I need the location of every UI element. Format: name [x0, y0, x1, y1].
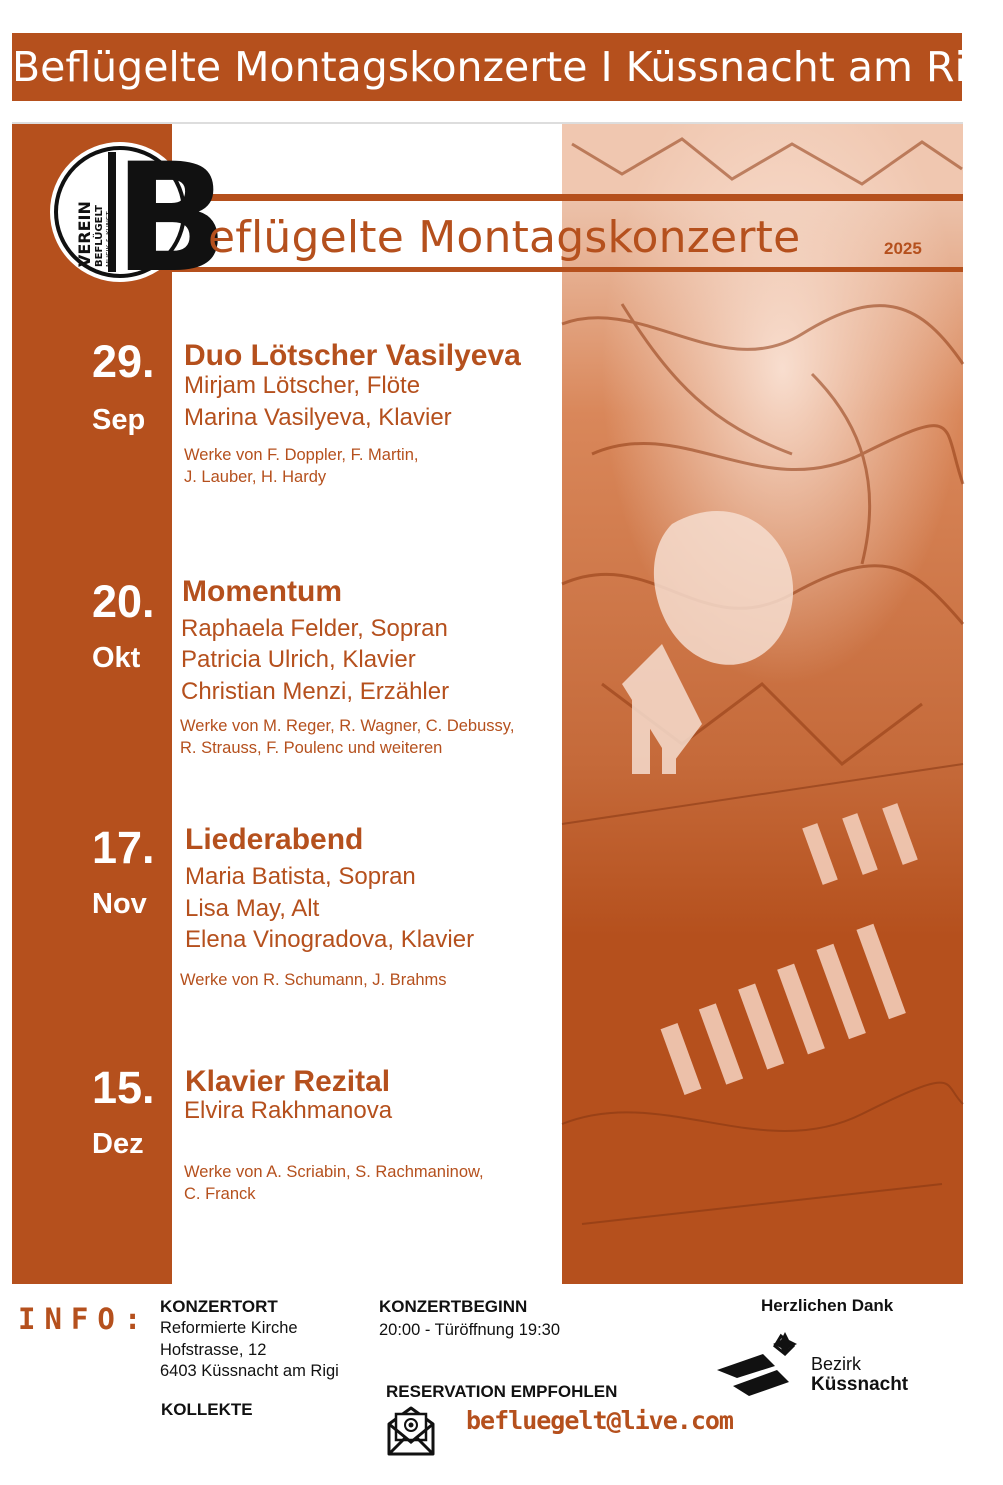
- start-heading: KONZERTBEGINN: [379, 1297, 528, 1316]
- event-2-title: Momentum: [182, 575, 342, 608]
- event-2-day: 20.: [92, 576, 155, 627]
- logo-line3: MUSIK & KUNST: [105, 211, 113, 267]
- event-4-day: 15.: [92, 1062, 155, 1113]
- event-4-title: Klavier Rezital: [185, 1065, 391, 1098]
- event-2-works-1: Werke von M. Reger, R. Wagner, C. Debussy,: [180, 717, 515, 735]
- event-3-month: Nov: [92, 888, 147, 920]
- top-banner: [12, 33, 1003, 101]
- venue-line-1: Reformierte Kirche: [160, 1319, 298, 1337]
- event-1-title: Duo Lötscher Vasilyeva: [184, 339, 521, 372]
- event-1-day: 29.: [92, 336, 155, 387]
- event-2-month: Okt: [92, 642, 141, 674]
- event-1-month: Sep: [92, 404, 146, 436]
- event-2-performer-3: Christian Menzi, Erzähler: [181, 678, 450, 705]
- event-1-works-2: J. Lauber, H. Hardy: [184, 468, 327, 486]
- venue-line-2: Hofstrasse, 12: [160, 1341, 267, 1359]
- bezirk-kuessnacht-logo: [715, 1330, 805, 1400]
- year: 2025: [884, 239, 922, 258]
- verein-logo: [50, 132, 229, 306]
- header-rule-top: [172, 194, 963, 201]
- event-3-performer-1: Maria Batista, Sopran: [185, 863, 416, 890]
- event-4-performer-1: Elvira Rakhmanova: [184, 1097, 393, 1124]
- event-2-performer-1: Raphaela Felder, Sopran: [181, 615, 448, 642]
- thanks-label: Herzlichen Dank: [761, 1296, 894, 1315]
- event-3-title: Liederabend: [185, 823, 364, 856]
- logo-letter: B: [114, 132, 229, 306]
- poster: [12, 122, 963, 1284]
- email-link[interactable]: befluegelt@live.com: [466, 1406, 733, 1435]
- event-3-performer-2: Lisa May, Alt: [185, 895, 320, 922]
- info-label: INFO:: [18, 1302, 151, 1336]
- event-1-works-1: Werke von F. Doppler, F. Martin,: [184, 446, 419, 464]
- collection-label: KOLLEKTE: [161, 1400, 253, 1419]
- pianist-artwork: [562, 124, 963, 1284]
- logo-line1: VEREIN: [75, 201, 94, 267]
- series-title: eflügelte Montagskonzerte: [208, 212, 801, 263]
- sponsor-line-2: Küssnacht: [811, 1374, 909, 1395]
- event-4-works-2: C. Franck: [184, 1185, 256, 1203]
- envelope-at-icon: [385, 1404, 437, 1458]
- event-4-works-1: Werke von A. Scriabin, S. Rachmaninow,: [184, 1163, 484, 1181]
- event-3-works-1: Werke von R. Schumann, J. Brahms: [180, 971, 447, 989]
- sponsor-line-1: Bezirk: [811, 1354, 862, 1374]
- start-time: 20:00 - Türöffnung 19:30: [379, 1321, 561, 1339]
- event-1-performer-2: Marina Vasilyeva, Klavier: [184, 404, 452, 431]
- banner-title: Beflügelte Montagskonzerte I Küssnacht am Rigi: [12, 43, 1003, 91]
- event-4-month: Dez: [92, 1128, 144, 1160]
- logo-line2: BEFLÜGELT: [94, 205, 105, 267]
- venue-heading: KONZERTORT: [160, 1297, 278, 1316]
- reservation-label: RESERVATION EMPFOHLEN: [386, 1382, 618, 1401]
- event-3-day: 17.: [92, 822, 155, 873]
- event-2-works-2: R. Strauss, F. Poulenc und weiteren: [180, 739, 443, 757]
- header-rule-bottom: [172, 267, 963, 272]
- venue-line-3: 6403 Küssnacht am Rigi: [160, 1362, 339, 1380]
- event-2-performer-2: Patricia Ulrich, Klavier: [181, 646, 416, 673]
- event-1-performer-1: Mirjam Lötscher, Flöte: [184, 372, 421, 399]
- event-3-performer-3: Elena Vinogradova, Klavier: [185, 926, 475, 953]
